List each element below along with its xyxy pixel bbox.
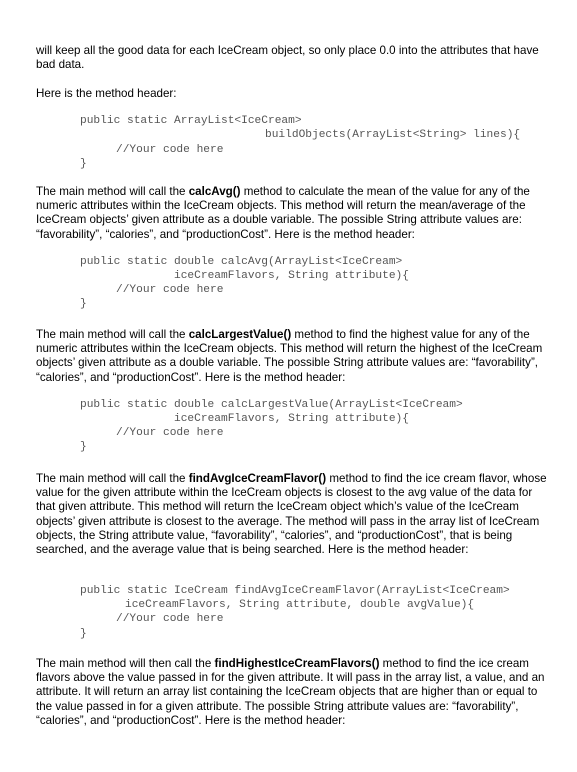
intro-paragraph: will keep all the good data for each IceCream object, so only place 0.0 into the attributes that have bad data.: [36, 44, 539, 72]
find-avg-flavor-paragraph: [36, 472, 550, 557]
code-line: iceCreamFlavors, String attribute){: [174, 270, 409, 282]
code-line: public static double calcAvg(ArrayList<IceCream>: [80, 256, 403, 268]
text-run: The main method will then call the: [36, 657, 215, 670]
text-run: The main method will call the: [36, 328, 189, 341]
text-run: method to find the ice cream flavor, whose value for the given attribute within the IceCream objects is closest to the avg value of the data for that given attribute. This method will return the IceCream object which’s value of the IceCream objects’ given attribute is closest to the average. The method will pass in the array list of IceCream objects, the String attribute value, “favorability”, “calories”, and “productionCost”, that is being searched, and the average value that is being searched. Here is the method header:: [36, 472, 547, 557]
method-name: findAvgIceCreamFlavor(): [188, 472, 327, 485]
text-run: method to find the highest value for any of the numeric attributes within the IceCream objects. This method will return the highest of the IceCream objects’ given attribute as a double variable. The possible String attribute values are: “favorability”, “calories”, and “productionCost”. Here is the method header:: [36, 328, 543, 384]
code-line: public static double calcLargestValue(ArrayList<IceCream>: [80, 399, 463, 411]
text-run: The main method will call the: [36, 472, 189, 485]
code-line: public static ArrayList<IceCream>: [80, 115, 302, 127]
code-closing-brace: }: [80, 298, 87, 310]
method-name: findHighestIceCreamFlavors(): [214, 657, 380, 670]
code-comment: //Your code here: [116, 284, 224, 296]
code-comment: //Your code here: [116, 613, 224, 625]
code-comment: //Your code here: [116, 427, 224, 439]
find-highest-flavors-paragraph: [36, 657, 550, 728]
method-header-label: Here is the method header:: [36, 87, 177, 100]
text-run: method to calculate the mean of the value for any of the numeric attributes within the IceCream objects. This method will return the mean/average of the IceCream objects’ given attribute as a double variable. The possible String attribute values are: “favorability”, “calories”, and “productionCost”. Here is the method header:: [36, 185, 530, 241]
method-name: calcAvg(): [188, 185, 241, 198]
code-line: iceCreamFlavors, String attribute){: [174, 413, 409, 425]
code-line: iceCreamFlavors, String attribute, double avgValue){: [125, 599, 475, 611]
calc-avg-paragraph: [36, 185, 550, 242]
text-run: The main method will call the: [36, 185, 189, 198]
text-run: method to find the ice cream flavors above the value passed in for the given attribute. It will pass in the array list, a value, and an attribute. It will return an array list containing the IceCream objects that are higher than or equal to the value passed in for a given attribute. The possible String attribute values are: “favorability”, “calories”, and “productionCost”. Here is the method header:: [36, 657, 545, 727]
method-name: calcLargestValue(): [188, 328, 292, 341]
code-closing-brace: }: [80, 158, 87, 170]
code-line: buildObjects(ArrayList<String> lines){: [265, 129, 521, 141]
code-closing-brace: }: [80, 628, 87, 640]
code-comment: //Your code here: [116, 144, 224, 156]
calc-largest-paragraph: [36, 328, 550, 385]
code-closing-brace: }: [80, 441, 87, 453]
code-line: public static IceCream findAvgIceCreamFlavor(ArrayList<IceCream>: [80, 585, 510, 597]
